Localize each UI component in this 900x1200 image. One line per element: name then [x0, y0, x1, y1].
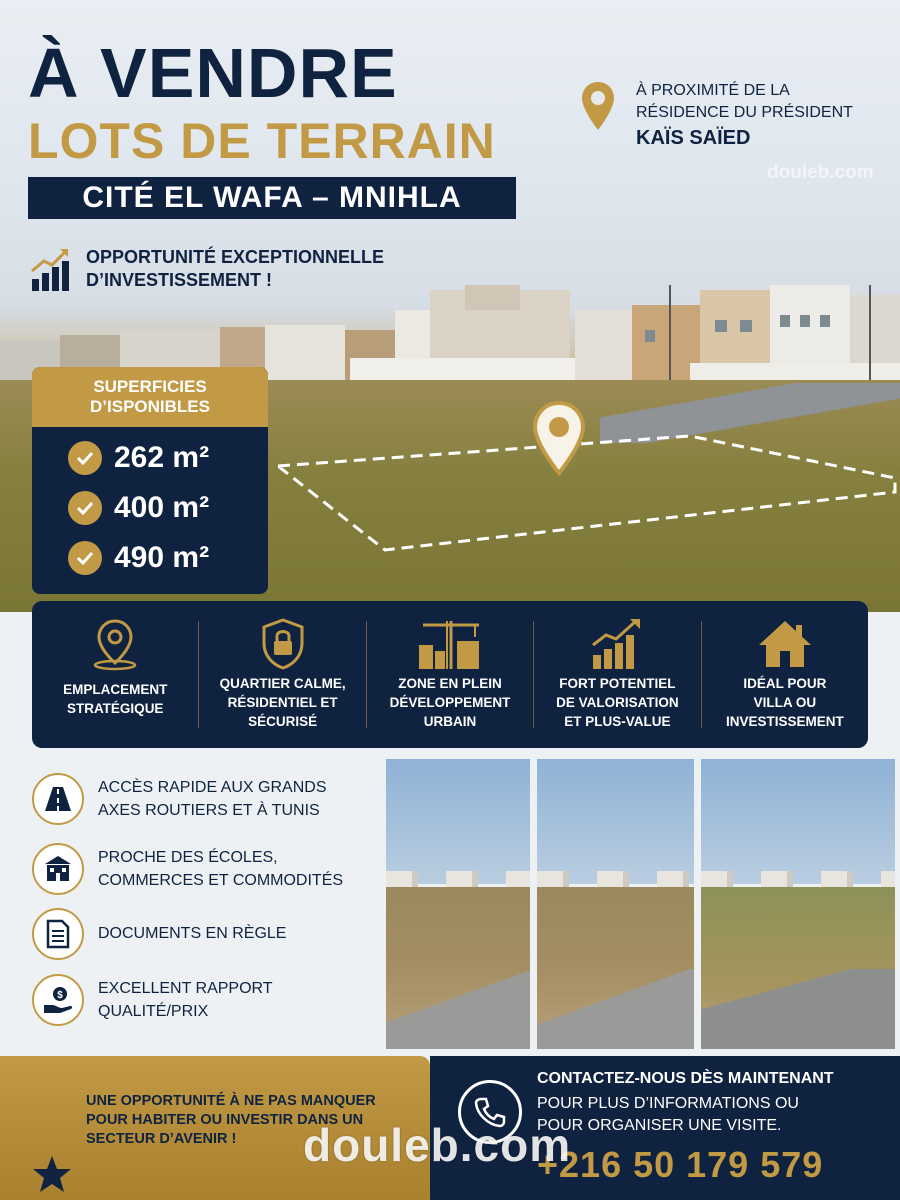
feature-item: [32, 621, 199, 728]
benefit-line: ACCÈS RAPIDE AUX GRANDS: [98, 778, 327, 796]
benefit-item: [32, 773, 372, 825]
feature-label-line: DE VALORISATION: [556, 694, 679, 710]
feature-label-line: VILLA OU: [753, 694, 817, 710]
checkmark-icon: [68, 491, 102, 525]
size-item: [32, 533, 268, 583]
location-pin-icon: [92, 617, 138, 671]
benefit-item: [32, 974, 372, 1026]
callout-line: UNE OPPORTUNITÉ À NE PAS MANQUER: [86, 1093, 376, 1109]
watermark-large: douleb.com: [303, 1119, 572, 1171]
star-icon: [32, 1154, 72, 1194]
sizes-heading: [32, 367, 268, 427]
title-lots-de-terrain: LOTS DE TERRAIN: [28, 113, 496, 169]
callout-line: SECTEUR D’AVENIR !: [86, 1130, 237, 1147]
size-item: [32, 483, 268, 533]
size-value: 490 m²: [114, 541, 210, 574]
feature-label-line: EMPLACEMENT: [63, 682, 168, 697]
opportunity-banner: [30, 246, 384, 293]
feature-item: [534, 621, 701, 728]
contact-title: CONTACTEZ-NOUS DÈS MAINTENANT: [537, 1070, 834, 1087]
benefit-item: [32, 843, 372, 895]
feature-item: [367, 621, 534, 728]
money-hand-icon: [32, 974, 84, 1026]
proximity-line2: RÉSIDENCE DU PRÉSIDENT: [636, 103, 853, 121]
feature-label-line: RÉSIDENTIEL ET: [227, 694, 338, 710]
features-bar: [32, 601, 868, 748]
size-value: 262 m²: [114, 441, 210, 474]
president-name: KAÏS SAÏED: [636, 127, 751, 150]
feature-label-line: ET PLUS-VALUE: [564, 713, 671, 729]
document-icon: [32, 908, 84, 960]
land-photo: [386, 759, 530, 1049]
contact-line: POUR ORGANISER UNE VISITE.: [537, 1117, 782, 1135]
available-sizes-panel: [32, 367, 268, 594]
opportunity-line2: D’INVESTISSEMENT !: [86, 270, 273, 291]
benefit-line: EXCELLENT RAPPORT: [98, 979, 273, 997]
size-item: [32, 433, 268, 483]
phone-number[interactable]: +216 50 179 579: [537, 1144, 824, 1185]
callout-line: POUR HABITER OU INVESTIR DANS UN: [86, 1111, 364, 1128]
house-icon: [756, 617, 814, 671]
feature-label-line: IDÉAL POUR: [743, 676, 827, 691]
benefit-line: DOCUMENTS EN RÈGLE: [98, 925, 287, 943]
feature-item: [702, 621, 868, 728]
checkmark-icon: [68, 441, 102, 475]
size-value: 400 m²: [114, 491, 210, 524]
sizes-heading-line2: D’ISPONIBLES: [90, 397, 210, 416]
checkmark-icon: [68, 541, 102, 575]
watermark-small: douleb.com: [767, 162, 874, 183]
land-photo: [537, 759, 694, 1049]
benefit-line: PROCHE DES ÉCOLES,: [98, 848, 278, 866]
benefit-line: COMMERCES ET COMMODITÉS: [98, 872, 344, 889]
crane-buildings-icon: [417, 617, 483, 671]
svg-text:$: $: [57, 990, 63, 1001]
proximity-note: [580, 80, 853, 152]
title-a-vendre: À VENDRE: [28, 34, 398, 112]
feature-label-line: FORT POTENTIEL: [559, 676, 676, 691]
benefit-line: AXES ROUTIERS ET À TUNIS: [98, 802, 320, 819]
growth-chart-icon: [590, 617, 644, 671]
subtitle-location: CITÉ EL WAFA – MNIHLA: [28, 177, 516, 219]
school-building-icon: [32, 843, 84, 895]
feature-label-line: QUARTIER CALME,: [219, 676, 346, 691]
feature-label-line: DÉVELOPPEMENT: [389, 694, 511, 710]
opportunity-line1: OPPORTUNITÉ EXCEPTIONNELLE: [86, 247, 385, 267]
feature-label-line: INVESTISSEMENT: [725, 713, 844, 729]
contact-line: POUR PLUS D’INFORMATIONS OU: [537, 1095, 799, 1112]
feature-label-line: SÉCURISÉ: [248, 713, 318, 729]
benefit-line: QUALITÉ/PRIX: [98, 1003, 209, 1020]
benefit-item: [32, 908, 372, 960]
proximity-line1: À PROXIMITÉ DE LA: [636, 82, 790, 99]
shield-lock-icon: [259, 617, 307, 671]
growth-chart-icon: [30, 247, 70, 291]
land-photo: [701, 759, 895, 1049]
plot-location-pin-icon: [532, 400, 586, 476]
location-pin-icon: [580, 80, 616, 132]
feature-item: [199, 621, 366, 728]
feature-label-line: ZONE EN PLEIN: [398, 676, 502, 691]
sizes-heading-line1: SUPERFICIES: [93, 376, 207, 396]
road-icon: [32, 773, 84, 825]
feature-label-line: URBAIN: [423, 713, 477, 729]
feature-label-line: STRATÉGIQUE: [66, 700, 164, 716]
